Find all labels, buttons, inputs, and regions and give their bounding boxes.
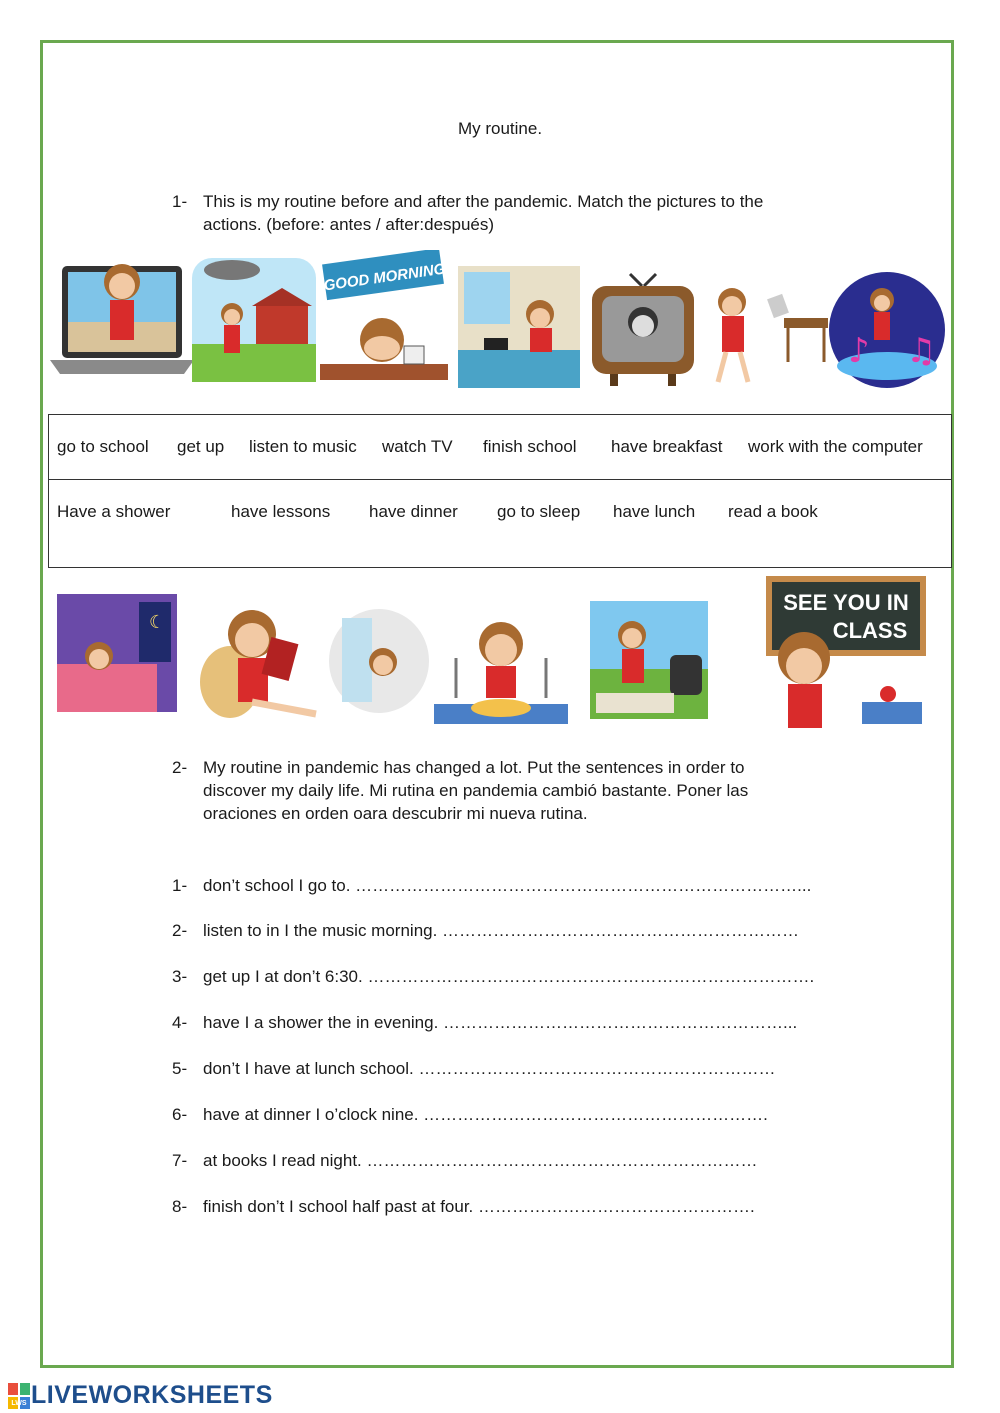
laptop-picture[interactable] [48,252,196,378]
footer-brand[interactable]: LIVEWORKSHEETS [31,1381,273,1409]
word-listen-to-music[interactable]: listen to music [249,437,357,456]
exercise-2-line-2: discover my daily life. Mi rutina en pandemia cambió bastante. Poner las [203,781,749,800]
sentence-5-text[interactable]: don’t I have at lunch school. ……………………………………………………… [203,1059,776,1078]
sentence-1-number: 1- [172,876,188,895]
waking-up-picture[interactable] [458,266,580,388]
svg-text:♪: ♪ [848,331,870,371]
word-go-to-school[interactable]: go to school [57,437,149,456]
svg-text:☾: ☾ [149,612,166,633]
word-watch-tv[interactable]: watch TV [382,437,453,456]
tv-picture[interactable] [590,272,696,388]
sentence-3-number: 3- [172,967,188,986]
word-go-to-sleep[interactable]: go to sleep [497,502,581,521]
svg-text:♫: ♫ [906,331,937,371]
sentence-8-text[interactable]: finish don’t I school half past at four. …………………………………………. [203,1197,755,1216]
sentence-3-text[interactable]: get up I at don’t 6:30. ……………………………………………………………………. [203,967,815,986]
good-morning-picture[interactable] [320,250,448,382]
finish-school-picture[interactable] [704,282,832,386]
sentence-2-text[interactable]: listen to in I the music morning. ……………………………………………………… [203,921,800,940]
sentence-6-text[interactable]: have at dinner I o’clock nine. ……………………………………………………. [203,1105,768,1124]
sentence-1-text[interactable]: don’t school I go to. ……………………………………………………………………... [203,876,812,895]
exercise-2-line-1: My routine in pandemic has changed a lot. Put the sentences in order to [203,758,745,777]
word-get-up[interactable]: get up [177,437,225,456]
shower-picture[interactable] [328,608,430,714]
word-work-with-the-computer[interactable]: work with the computer [748,437,923,456]
word-have-lessons[interactable]: have lessons [231,502,331,521]
exercise-1-number: 1- [172,192,188,211]
liveworksheets-logo-icon [8,1383,30,1409]
word-finish-school[interactable]: finish school [483,437,577,456]
sentence-4-number: 4- [172,1013,188,1032]
read-a-book-picture[interactable] [196,604,326,728]
listen-to-music-picture[interactable] [828,270,946,390]
walking-to-school-picture[interactable] [192,258,316,382]
page-title: My routine. [457,119,543,138]
word-bank [48,414,952,568]
sentence-7-text[interactable]: at books I read night. …………………………………………………………… [203,1151,758,1170]
have-lunch-picture[interactable] [434,618,568,724]
class-label: CLASS [832,618,908,643]
have-lessons-picture[interactable] [766,576,926,728]
sentence-6-number: 6- [172,1105,188,1124]
word-have-dinner[interactable]: have dinner [369,502,458,521]
exercise-2-line-3: oraciones en orden oara descubrir mi nueva rutina. [203,804,588,823]
sentence-7-number: 7- [172,1151,188,1170]
sentence-8-number: 8- [172,1197,188,1216]
word-have-lunch[interactable]: have lunch [613,502,696,521]
word-have-breakfast[interactable]: have breakfast [611,437,723,456]
sentence-5-number: 5- [172,1059,188,1078]
exercise-1-line-1: This is my routine before and after the pandemic. Match the pictures to the [203,192,764,211]
good-morning-label: GOOD MORNING [322,260,447,295]
sentence-4-text[interactable]: have I a shower the in evening. ……………………………………………………... [203,1013,798,1032]
exercise-1-line-2: actions. (before: antes / after:después) [203,215,495,234]
word-read-a-book[interactable]: read a book [728,502,818,521]
exercise-2-number: 2- [172,758,188,777]
have-dinner-picture[interactable] [590,601,708,719]
sentence-2-number: 2- [172,921,188,940]
go-to-sleep-picture[interactable] [57,594,177,712]
word-have-a-shower[interactable]: Have a shower [57,502,171,521]
see-you-label: SEE YOU IN [783,590,909,615]
logo-letters: LWS [11,1400,27,1407]
word-bank-divider [49,479,951,480]
